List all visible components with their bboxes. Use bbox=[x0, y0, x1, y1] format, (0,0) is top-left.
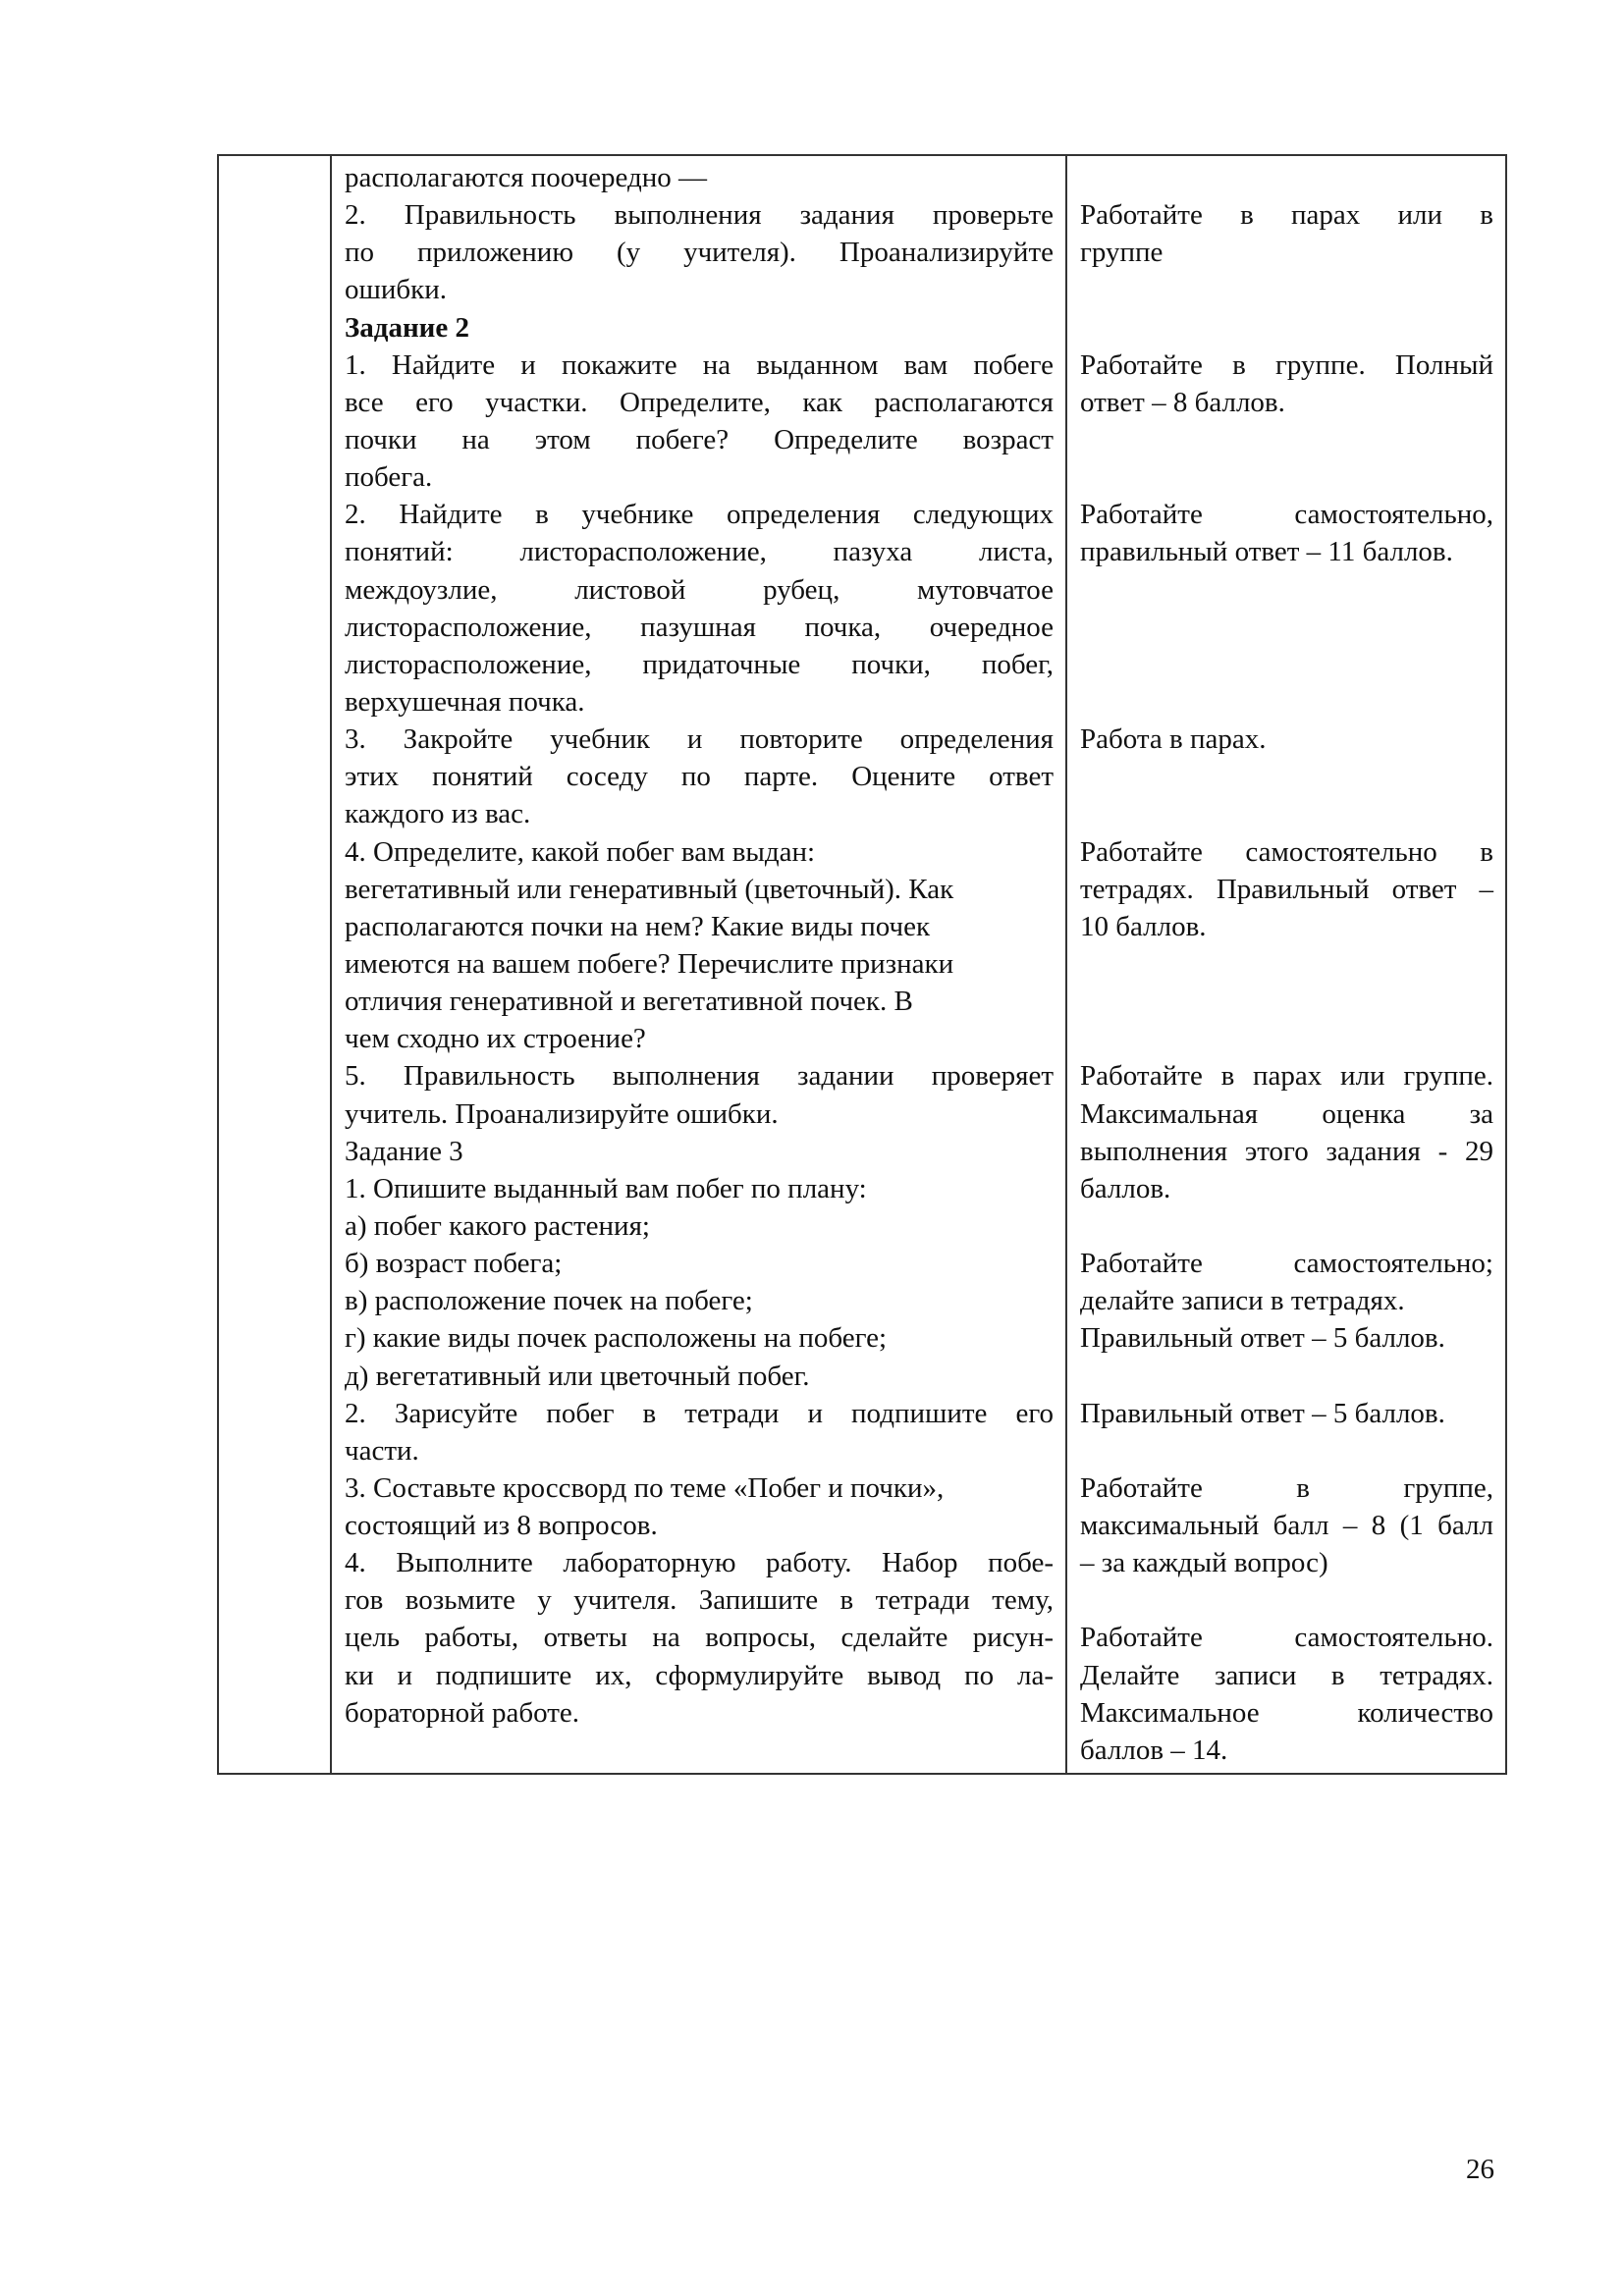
task-text-line: ошибки. bbox=[345, 274, 447, 306]
task-text-line: учитель. Проанализируйте ошибки. bbox=[345, 1097, 779, 1130]
task-text-line: 4. Выполните лабораторную работу. Набор побе- bbox=[345, 1547, 1054, 1579]
note-text-line: Работайте самостоятельно, bbox=[1080, 499, 1493, 531]
task-text-line: 1. Опишите выданный вам побег по плану: bbox=[345, 1172, 867, 1204]
note-text-line: Работа в парах. bbox=[1080, 723, 1267, 756]
note-text-line: 10 баллов. bbox=[1080, 910, 1207, 942]
task-text-line: вегетативный или генеративный (цветочный). Как bbox=[345, 873, 954, 905]
note-text-line bbox=[1080, 1358, 1493, 1395]
task-text-line: 3. Составьте кроссворд по теме «Побег и почки», bbox=[345, 1471, 945, 1504]
task-text-line: цель работы, ответы на вопросы, сделайте рисун- bbox=[345, 1622, 1054, 1654]
note-text-line: Работайте в группе, bbox=[1080, 1471, 1493, 1504]
note-text-line: Максимальное количество bbox=[1080, 1696, 1493, 1729]
task-text-line: г) какие виды почек расположены на побеге; bbox=[345, 1322, 888, 1355]
note-text-line: Работайте самостоятельно в bbox=[1080, 835, 1493, 868]
task-text-line: почки на этом побеге? Определите возраст bbox=[345, 423, 1054, 455]
note-text-line: Максимальная оценка за bbox=[1080, 1097, 1493, 1130]
note-text-line bbox=[1080, 945, 1493, 983]
note-text-line: Делайте записи в тетрадях. bbox=[1080, 1659, 1493, 1691]
task-text-line: 2. Правильность выполнения задания проверьте bbox=[345, 199, 1054, 232]
note-text-line bbox=[1080, 983, 1493, 1020]
task-text-line: все его участки. Определите, как располагаются bbox=[345, 386, 1054, 418]
note-text-line: Работайте самостоятельно. bbox=[1080, 1622, 1493, 1654]
task-text-line: 1. Найдите и покажите на выданном вам побеге bbox=[345, 348, 1054, 381]
task-text-line: а) побег какого растения; bbox=[345, 1209, 650, 1242]
note-text-line: тетрадях. Правильный ответ – bbox=[1080, 873, 1493, 905]
task-text-line: гов возьмите у учителя. Запишите в тетради тему, bbox=[345, 1584, 1054, 1617]
note-text-line bbox=[1080, 646, 1493, 683]
task-text-line: чем сходно их строение? bbox=[345, 1023, 646, 1055]
note-text-line bbox=[1080, 758, 1493, 795]
note-text-line bbox=[1080, 1207, 1493, 1245]
note-text-line: группе bbox=[1080, 237, 1164, 269]
note-text-line: Работайте в парах или группе. bbox=[1080, 1060, 1493, 1093]
task-text-line: верхушечная почка. bbox=[345, 685, 585, 718]
note-text-line bbox=[1080, 271, 1493, 308]
note-text-line bbox=[1080, 309, 1493, 347]
task-text-line: 2. Найдите в учебнике определения следующих bbox=[345, 499, 1054, 531]
notes-column-cell bbox=[1067, 156, 1505, 1773]
note-text-line bbox=[1080, 458, 1493, 496]
task-text-line: листорасположение, придаточные почки, побег, bbox=[345, 648, 1054, 680]
number-column-cell bbox=[219, 156, 332, 1773]
task-text-line: 5. Правильность выполнения задании проверяет bbox=[345, 1060, 1054, 1093]
task-text-line: д) вегетативный или цветочный побег. bbox=[345, 1360, 810, 1392]
task-text-line: понятий: листорасположение, пазуха листа, bbox=[345, 536, 1054, 568]
note-text-line: Правильный ответ – 5 баллов. bbox=[1080, 1397, 1445, 1429]
note-text-line: делайте записи в тетрадях. bbox=[1080, 1285, 1405, 1317]
task-text-line: листорасположение, пазушная почка, очередное bbox=[345, 611, 1054, 643]
note-text-line bbox=[1080, 683, 1493, 721]
note-text-line bbox=[1080, 159, 1493, 196]
note-text-line bbox=[1080, 795, 1493, 832]
task-text-line: 2. Зарисуйте побег в тетради и подпишите его bbox=[345, 1397, 1054, 1429]
task-text-line: ки и подпишите их, сформулируйте вывод по ла- bbox=[345, 1659, 1054, 1691]
section-heading: Задание 2 bbox=[345, 311, 470, 344]
task-text-line: отличия генеративной и вегетативной почек. В bbox=[345, 986, 913, 1018]
note-text-line: баллов. bbox=[1080, 1172, 1171, 1204]
task-text-line: части. bbox=[345, 1434, 419, 1467]
note-text-line bbox=[1080, 421, 1493, 458]
note-text-line: правильный ответ – 11 баллов. bbox=[1080, 536, 1453, 568]
task-text-line: располагаются почки на нем? Какие виды почек bbox=[345, 910, 931, 942]
tasks-column-cell bbox=[332, 156, 1067, 1773]
note-text-line bbox=[1080, 571, 1493, 609]
note-text-line: выполнения этого задания - 29 bbox=[1080, 1135, 1493, 1167]
note-text-line: максимальный балл – 8 (1 балл bbox=[1080, 1510, 1493, 1542]
note-text-line: баллов – 14. bbox=[1080, 1734, 1228, 1766]
lesson-table bbox=[217, 154, 1507, 1775]
task-text-line: побега. bbox=[345, 461, 433, 494]
note-text-line bbox=[1080, 1432, 1493, 1469]
task-text-line: б) возраст побега; bbox=[345, 1248, 563, 1280]
note-text-line bbox=[1080, 1020, 1493, 1057]
note-text-line: – за каждый вопрос) bbox=[1080, 1547, 1328, 1579]
note-text-line: Правильный ответ – 5 баллов. bbox=[1080, 1322, 1445, 1355]
task-text-line: по приложению (у учителя). Проанализируйте bbox=[345, 237, 1054, 269]
task-text-line: в) расположение почек на побеге; bbox=[345, 1285, 753, 1317]
task-text-line: бораторной работе. bbox=[345, 1696, 579, 1729]
note-text-line: ответ – 8 баллов. bbox=[1080, 386, 1285, 418]
task-text-line: междоузлие, листовой рубец, мутовчатое bbox=[345, 573, 1054, 606]
task-text-line: 4. Определите, какой побег вам выдан: bbox=[345, 835, 816, 868]
note-text-line: Работайте в группе. Полный bbox=[1080, 348, 1493, 381]
task-text-line: каждого из вас. bbox=[345, 798, 531, 830]
task-text-line: имеются на вашем побеге? Перечислите признаки bbox=[345, 947, 954, 980]
note-text-line bbox=[1080, 1581, 1493, 1619]
task-text-line: Задание 3 bbox=[345, 1135, 463, 1167]
task-text-line: состоящий из 8 вопросов. bbox=[345, 1510, 658, 1542]
note-text-line bbox=[1080, 609, 1493, 646]
task-text-line: 3. Закройте учебник и повторите определения bbox=[345, 723, 1054, 756]
note-text-line: Работайте самостоятельно; bbox=[1080, 1248, 1493, 1280]
task-text-line: этих понятий соседу по парте. Оцените ответ bbox=[345, 761, 1054, 793]
page-number: 26 bbox=[1466, 2154, 1494, 2185]
note-text-line: Работайте в парах или в bbox=[1080, 199, 1493, 232]
task-text-line: располагаются поочередно — bbox=[345, 162, 707, 193]
